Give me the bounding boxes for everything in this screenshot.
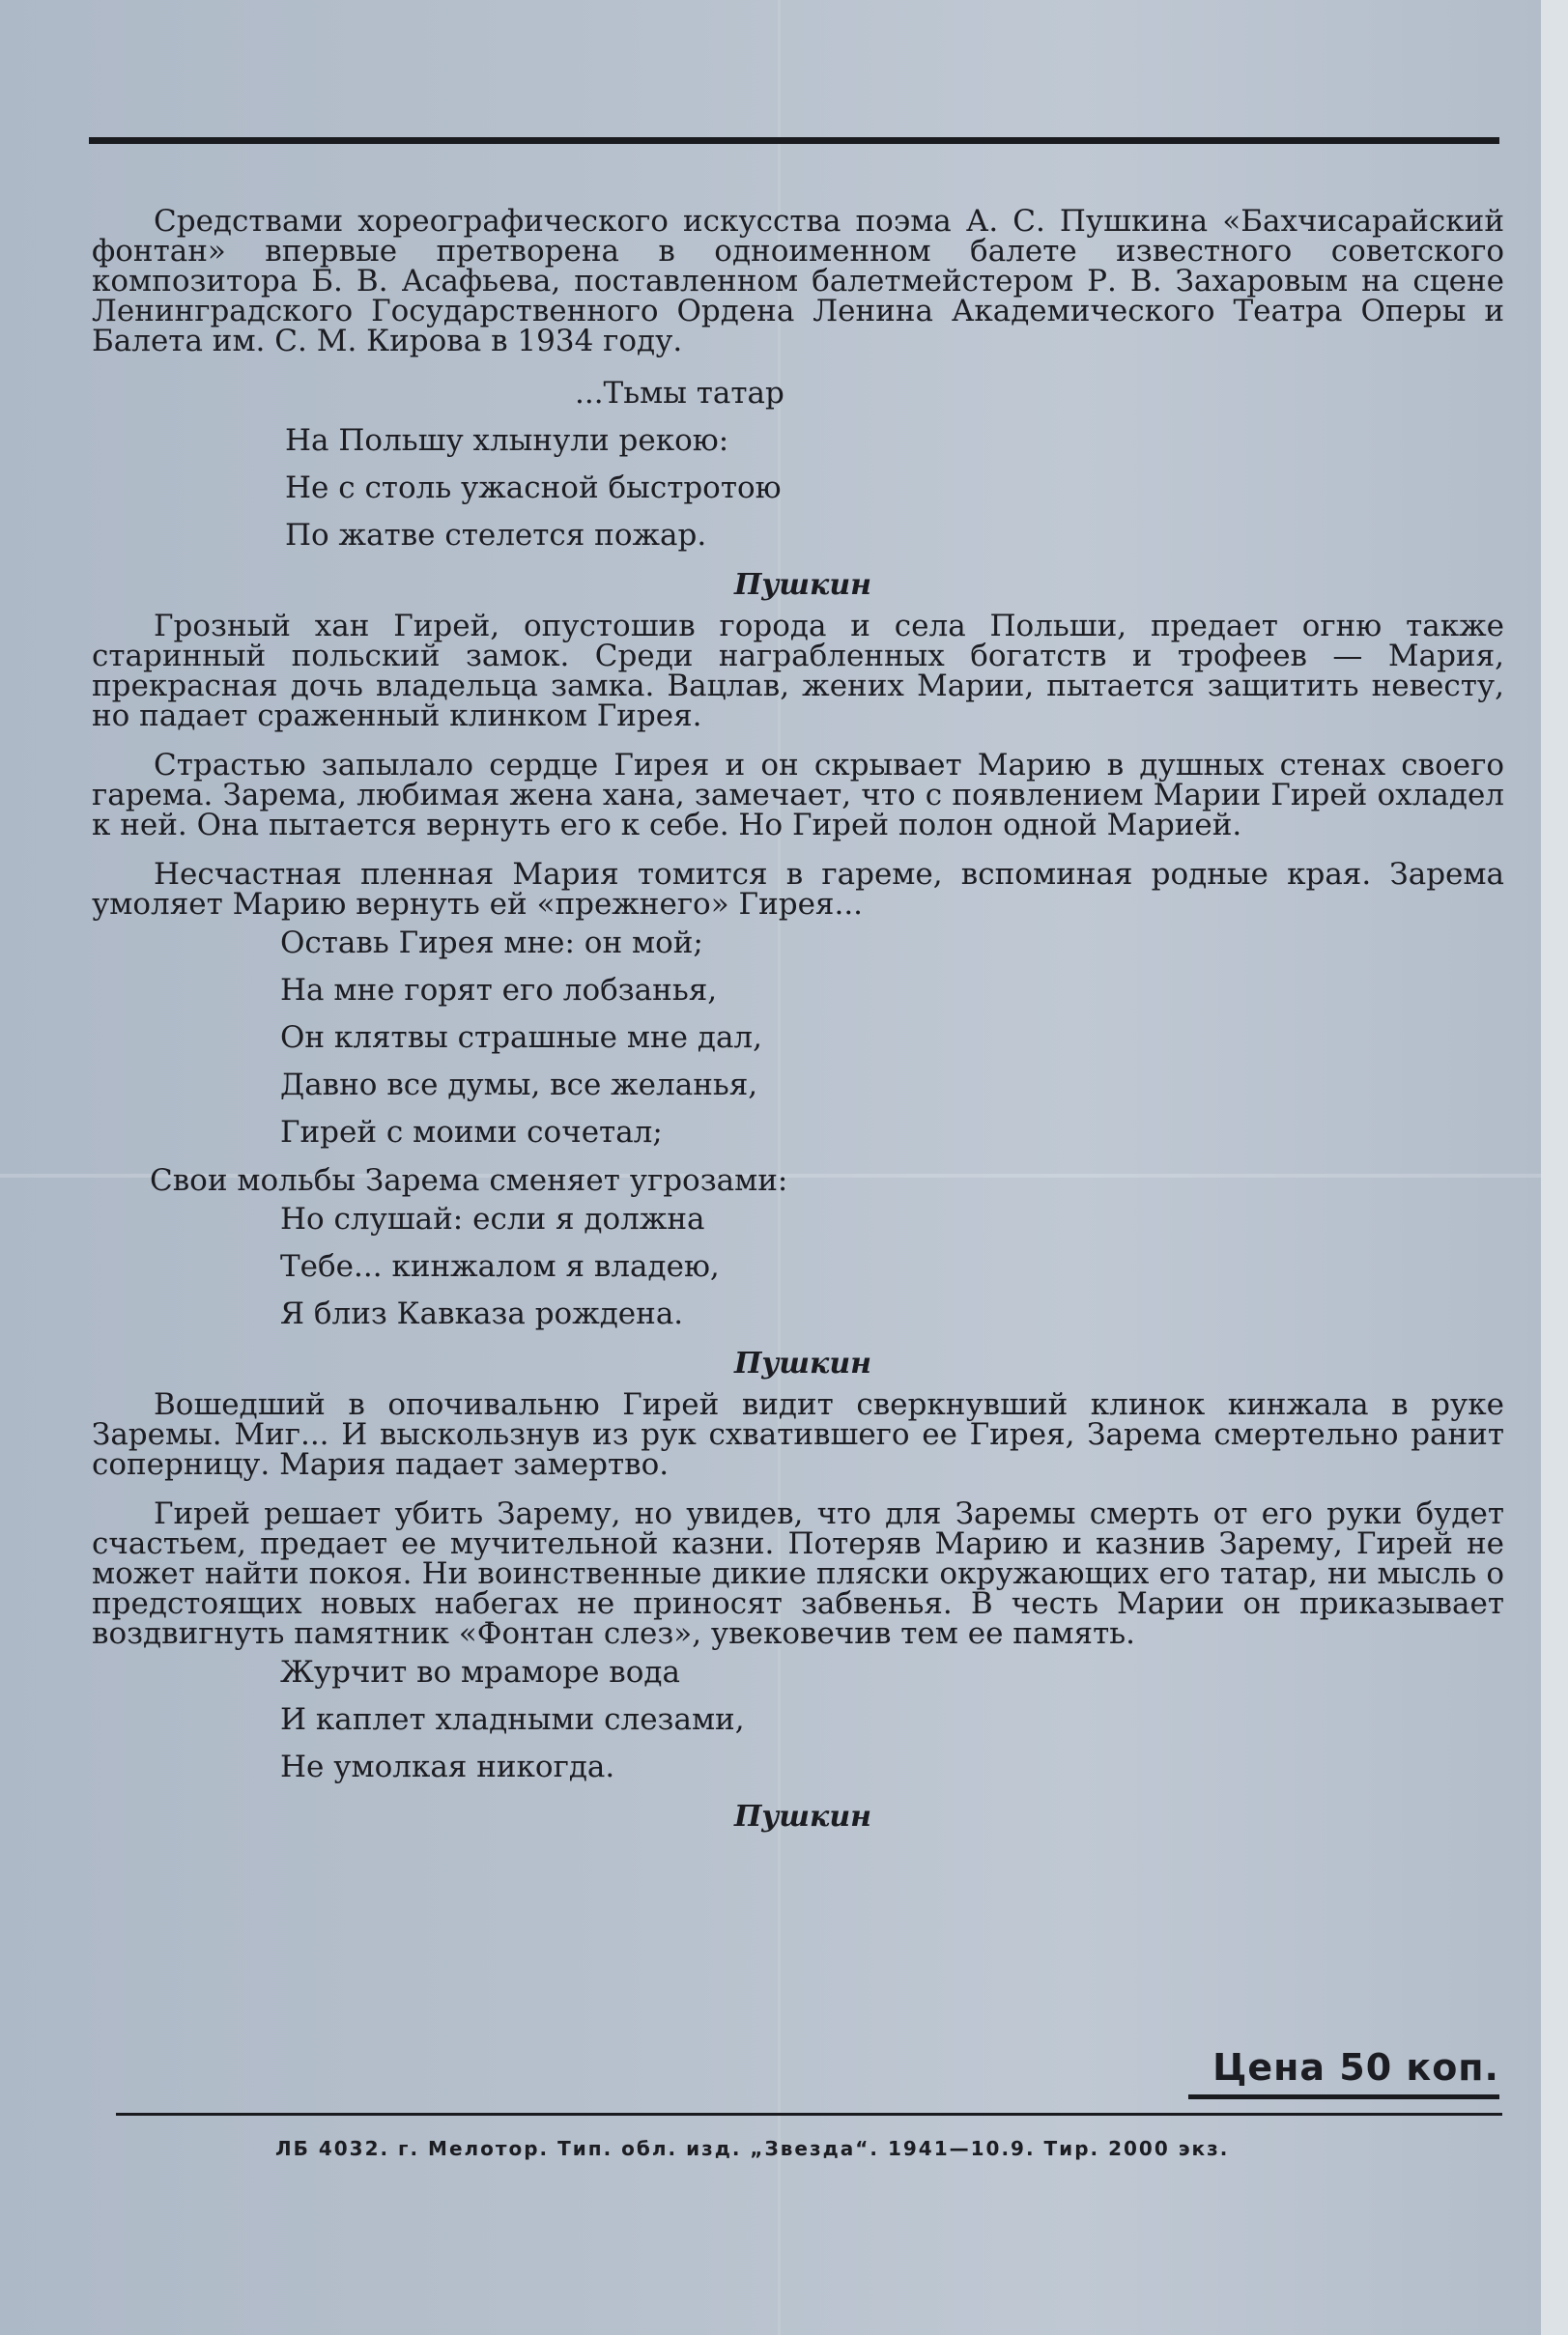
verse-block-2 bbox=[92, 920, 1504, 1156]
verse-line: Я близ Кавказа рождена. bbox=[280, 1296, 684, 1331]
paper-edge bbox=[1541, 0, 1568, 2335]
synopsis-lead-line: Свои мольбы Зарема сменяет угрозами: bbox=[150, 1163, 788, 1198]
verse-block-1 bbox=[92, 370, 1504, 559]
verse-line: По жатве стелется пожар. bbox=[285, 518, 707, 553]
synopsis-paragraph: Несчастная пленная Мария томится в гареме, вспоминая родные края. Зарема умоляет Марию вернуть ей «прежнего» Гирея... bbox=[92, 857, 1504, 922]
verse-line: Но слушай: если я должна bbox=[280, 1202, 705, 1237]
intro-paragraph: Средствами хореографического искусства поэма А. С. Пушкина «Бахчисарайский фонтан» впервые претворена в одноименном балете известного советского композитора Б. В. Асафьева, поставленном балетмейстером Р. В. Захаровым на сцене Ленинградского Государственного Ордена Ленина Академического Театра Оперы и Балета им. С. М. Кирова в 1934 году. bbox=[92, 204, 1504, 358]
verse-block-4 bbox=[92, 1649, 1504, 1791]
author-signature: Пушкин bbox=[733, 568, 872, 602]
author-signature: Пушкин bbox=[733, 1800, 872, 1834]
verse-line: Журчит во мраморе вода bbox=[280, 1655, 680, 1690]
verse-line: Не с столь ужасной быстротою bbox=[285, 470, 782, 505]
verse-line: И каплет хладными слезами, bbox=[280, 1702, 745, 1737]
verse-line: Тебе... кинжалом я владею, bbox=[280, 1249, 720, 1284]
verse-block-3 bbox=[92, 1196, 1504, 1338]
verse-line: Давно все думы, все желанья, bbox=[280, 1068, 758, 1102]
verse-line: Оставь Гирея мне: он мой; bbox=[280, 925, 703, 960]
bottom-rule bbox=[116, 2113, 1502, 2116]
program-text bbox=[92, 204, 1504, 1843]
synopsis-paragraph: Гирей решает убить Зарему, но увидев, что для Заремы смерть от его руки будет счастьем, предает ее мучительной казни. Потеряв Марию и казнив Зарему, Гирей не может найти покоя. Ни воинственные дикие пляски окружающих его татар, ни мысль о предстоящих новых набегах не приносят забвенья. В честь Марии он приказывает воздвигнуть памятник «Фонтан слез», увековечив тем ее память. bbox=[92, 1496, 1504, 1651]
printer-imprint: ЛБ 4032. г. Мелотор. Тип. обл. изд. „Звезда“. 1941—10.9. Тир. 2000 экз. bbox=[275, 2137, 1230, 2160]
synopsis-paragraph: Вошедший в опочивальню Гирей видит сверкнувший клинок кинжала в руке Заремы. Миг... И выскользнув из рук схватившего ее Гирея, Зарема смертельно ранит соперницу. Мария падает замертво. bbox=[92, 1387, 1504, 1482]
price-label: Цена 50 коп. bbox=[1212, 2046, 1499, 2089]
top-rule bbox=[89, 137, 1499, 144]
synopsis-paragraph: Грозный хан Гирей, опустошив города и села Польши, предает огню также старинный польский замок. Среди награбленных богатств и трофеев — Мария, прекрасная дочь владельца замка. Вацлав, жених Марии, пытается защитить невесту, но падает сраженный клинком Гирея. bbox=[92, 609, 1504, 733]
author-signature: Пушкин bbox=[733, 1347, 872, 1381]
verse-line: Он клятвы страшные мне дал, bbox=[280, 1020, 762, 1055]
price-underline bbox=[1188, 2094, 1499, 2099]
verse-line: Не умолкая никогда. bbox=[280, 1750, 615, 1784]
price-block bbox=[1188, 2046, 1499, 2099]
verse-line: ...Тьмы татар bbox=[575, 376, 784, 411]
verse-line: На Польшу хлынули рекою: bbox=[285, 423, 729, 458]
verse-line: На мне горят его лобзанья, bbox=[280, 973, 718, 1008]
synopsis-paragraph: Страстью запылало сердце Гирея и он скрывает Марию в душных стенах своего гарема. Зарема, любимая жена хана, замечает, что с появлением Марии Гирей охладел к ней. Она пытается вернуть его к себе. Но Гирей полон одной Марией. bbox=[92, 748, 1504, 842]
verse-line: Гирей с моими сочетал; bbox=[280, 1115, 663, 1150]
